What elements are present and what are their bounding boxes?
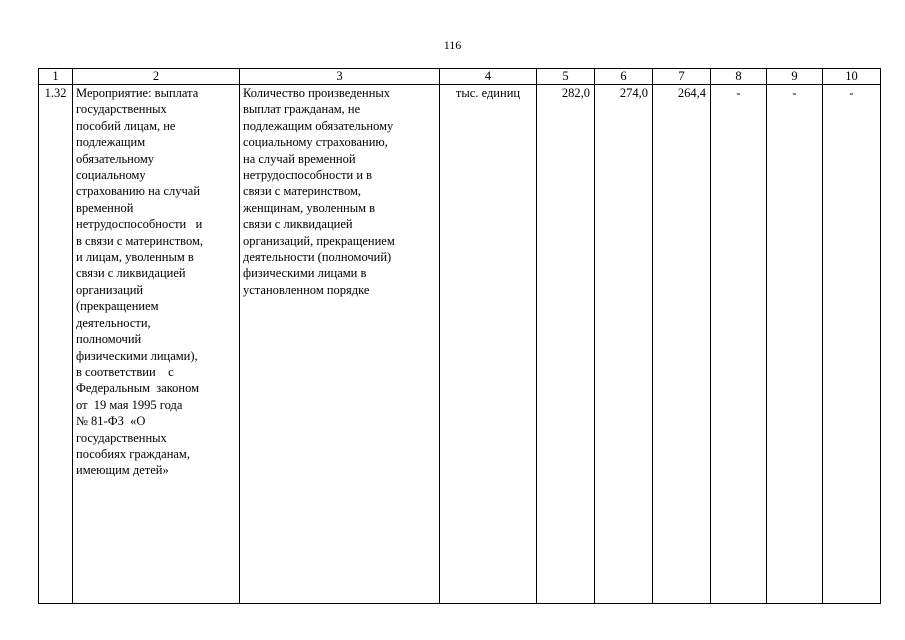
header-cell-7: 7 — [653, 69, 711, 85]
header-cell-9: 9 — [767, 69, 823, 85]
header-cell-1: 1 — [39, 69, 73, 85]
value-cell-9: - — [767, 85, 823, 604]
header-cell-3: 3 — [240, 69, 440, 85]
unit-cell: тыс. единиц — [440, 85, 537, 604]
header-cell-4: 4 — [440, 69, 537, 85]
value-cell-10: - — [823, 85, 881, 604]
value-cell-7: 264,4 — [653, 85, 711, 604]
header-cell-2: 2 — [73, 69, 240, 85]
header-cell-10: 10 — [823, 69, 881, 85]
measure-description-cell: Мероприятие: выплата государственных пособий лицам, не подлежащим обязательному социальному страхованию на случай временной нетрудоспособности и в связи с материнством, и лицам, уволенным в связи с ликвидацией организаций (прекращением деятельности, полномочий физическими лицами), в соответствии с Федеральным законом от 19 мая 1995 года № 81-ФЗ «О государственных пособиях гражданам, имеющим детей» — [73, 85, 240, 604]
page-number: 116 — [443, 38, 462, 52]
value-cell-8: - — [711, 85, 767, 604]
header-row — [39, 69, 881, 85]
indicator-description-cell: Количество произведенных выплат гражданам, не подлежащим обязательному социальному страхованию, на случай временной нетрудоспособности и в связи с материнством, женщинам, уволенным в связи с ликвидацией организаций, прекращением деятельности (полномочий) физическими лицами в установленном порядке — [240, 85, 440, 604]
data-table — [38, 68, 881, 604]
table-row — [39, 85, 881, 604]
header-cell-6: 6 — [595, 69, 653, 85]
row-number-cell: 1.32 — [39, 85, 73, 604]
value-cell-5: 282,0 — [537, 85, 595, 604]
header-cell-8: 8 — [711, 69, 767, 85]
header-cell-5: 5 — [537, 69, 595, 85]
value-cell-6: 274,0 — [595, 85, 653, 604]
